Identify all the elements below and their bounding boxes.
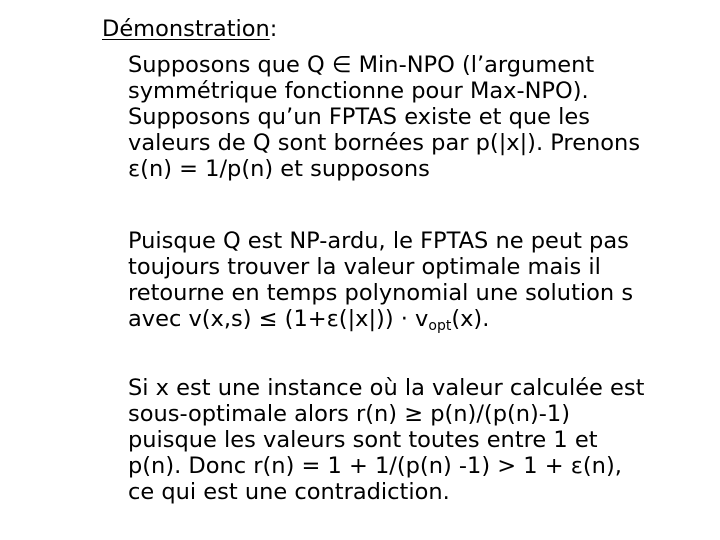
- paragraph-fptas: [128, 228, 633, 332]
- text-line: ε(n) = 1/p(n) et supposons: [128, 156, 430, 182]
- text-line: Puisque Q est NP-ardu, le FPTAS ne peut pas: [128, 228, 629, 254]
- text-line: sous-optimale alors r(n) ≥ p(n)/(p(n)-1): [128, 401, 571, 427]
- paragraph-assumption: [128, 52, 640, 182]
- text-line: puisque les valeurs sont toutes entre 1 et: [128, 427, 598, 453]
- proof-title: Démonstration: [102, 16, 270, 42]
- text-line: Supposons qu’un FPTAS existe et que les: [128, 104, 590, 130]
- proof-heading: [102, 16, 277, 43]
- proof-title-colon: :: [269, 16, 278, 42]
- text-line: toujours trouver la valeur optimale mais il: [128, 254, 601, 280]
- text-line: p(n). Donc r(n) = 1 + 1/(p(n) -1) > 1 + ε(n),: [128, 453, 622, 479]
- subscript-opt: opt: [428, 318, 452, 334]
- text-line-with-subscript: [128, 306, 633, 332]
- text-line: symmétrique fonctionne pour Max-NPO).: [128, 78, 589, 104]
- text-segment: (x).: [451, 306, 490, 332]
- text-line: retourne en temps polynomial une solution s: [128, 280, 634, 306]
- text-line: ce qui est une contradiction.: [128, 479, 450, 505]
- text-segment: avec v(x,s) ≤ (1+ε(|x|)) · v: [128, 306, 429, 332]
- paragraph-contradiction: [128, 375, 644, 505]
- text-line: valeurs de Q sont bornées par p(|x|). Prenons: [128, 130, 641, 156]
- text-line: Supposons que Q ∈ Min-NPO (l’argument: [128, 52, 595, 78]
- text-line: Si x est une instance où la valeur calculée est: [128, 375, 645, 401]
